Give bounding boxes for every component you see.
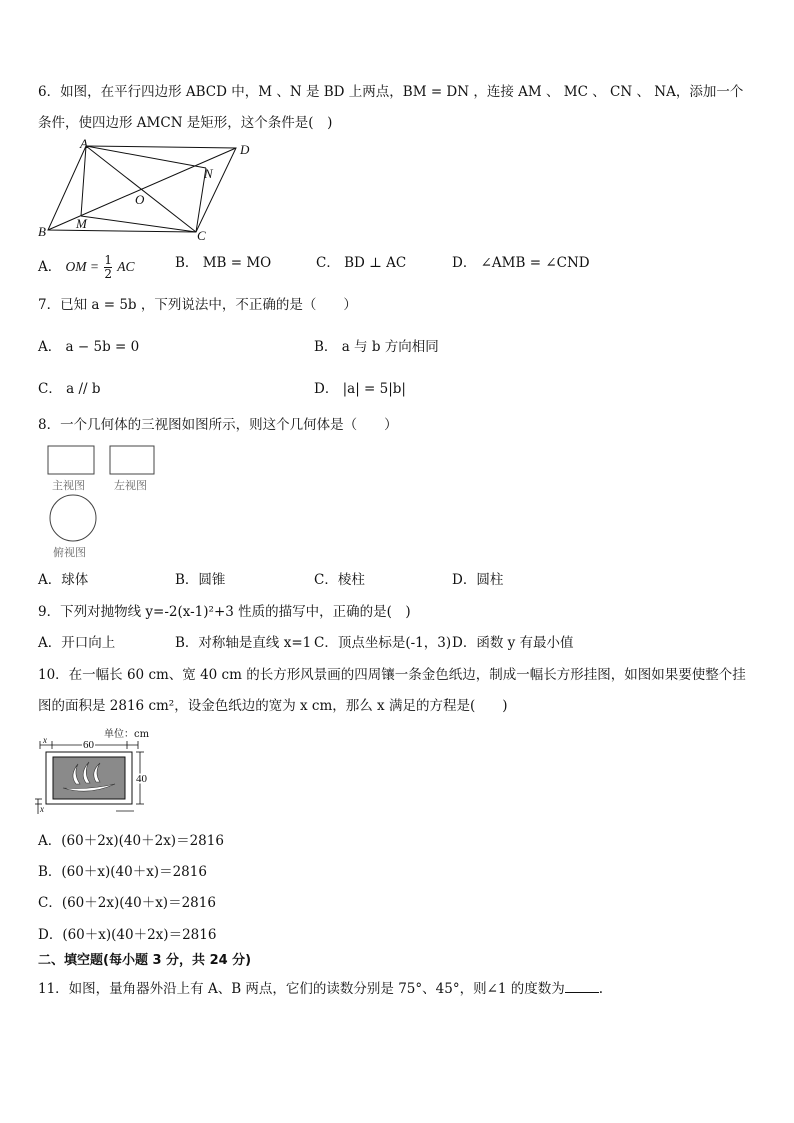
q6-stem-line2: 条件，使四边形 AMCN 是矩形，这个条件是( ) xyxy=(38,115,333,131)
q6-parallelogram-figure xyxy=(36,138,266,242)
q10-width-label: 60 xyxy=(83,739,94,751)
q7-option-a: A． a − 5b = 0 xyxy=(38,339,140,355)
q6-label-m: M xyxy=(76,216,87,231)
q8-top-view-label: 俯视图 xyxy=(53,546,86,559)
q9-stem: 9．下列对抛物线 y=-2(x-1)²+3 性质的描写中，正确的是( ) xyxy=(38,604,411,620)
q9-option-b: B．对称轴是直线 x=1 xyxy=(175,635,312,651)
q10-picture-rect xyxy=(53,757,125,799)
q6-label-o: O xyxy=(135,192,145,207)
q11-answer-blank[interactable] xyxy=(565,978,599,993)
q10-stem-line1: 10．在一幅长 60 cm、宽 40 cm 的长方形风景画的四周镶一条金色纸边，制成一幅长方形挂图，如图如果要使整个挂 xyxy=(38,667,746,683)
q6-label-n: N xyxy=(204,166,213,181)
q8-option-c: C．棱柱 xyxy=(314,572,365,588)
q6-option-a-prefix: A． xyxy=(38,259,62,275)
q8-option-a: A．球体 xyxy=(38,572,89,588)
q11-stem xyxy=(38,978,603,998)
q10-framed-picture-figure xyxy=(34,726,158,820)
q6-frac-numerator: 1 xyxy=(104,253,112,267)
q6-stem-line1: 6．如图，在平行四边形 ABCD 中，M 、N 是 BD 上两点，BM = DN ，连接 AM 、 MC 、 CN 、 NA，添加一个 xyxy=(38,84,744,100)
q6-label-a: A xyxy=(80,136,88,151)
q8-three-views-figure xyxy=(44,444,164,562)
section2-title: 二、填空题(每小题 3 分，共 24 分) xyxy=(38,953,252,968)
q8-stem: 8．一个几何体的三视图如图所示，则这个几何体是（ ） xyxy=(38,417,398,433)
q6-option-d: D． ∠AMB = ∠CND xyxy=(452,255,590,271)
q6-option-a xyxy=(38,254,135,281)
q10-option-d: D．(60＋x)(40＋2x)＝2816 xyxy=(38,927,217,943)
q9-option-d: D．函数 y 有最小值 xyxy=(452,635,574,651)
q10-height-label: 40 xyxy=(136,773,147,785)
q8-top-view-circle xyxy=(50,495,96,541)
q6-option-c: C． BD ⊥ AC xyxy=(316,255,407,271)
q6-option-a-right: AC xyxy=(117,259,135,274)
q8-option-d: D．圆柱 xyxy=(452,572,504,588)
q6-frac-denominator: 2 xyxy=(104,267,112,281)
q10-top-x-label: x xyxy=(43,735,47,745)
q8-front-view-label: 主视图 xyxy=(52,479,85,492)
q6-option-b: B． MB = MO xyxy=(175,255,272,271)
q6-label-c: C xyxy=(197,228,206,243)
q10-option-c: C．(60＋2x)(40＋x)＝2816 xyxy=(38,895,216,911)
q8-left-view-label: 左视图 xyxy=(114,479,147,492)
q11-stem-end: . xyxy=(598,981,604,997)
q10-option-b: B．(60＋x)(40＋x)＝2816 xyxy=(38,864,207,880)
q7-option-d: D． |a| = 5|b| xyxy=(314,381,406,397)
q7-stem: 7．已知 a = 5b ，下列说法中，不正确的是（ ） xyxy=(38,297,357,313)
q8-left-view-rect xyxy=(110,446,154,474)
q6-label-b: B xyxy=(38,224,46,239)
q11-stem-text: 11．如图，量角器外沿上有 A、B 两点，它们的读数分别是 75°、45°，则∠1 的度数为 xyxy=(38,981,565,997)
q10-option-a: A．(60＋2x)(40＋2x)＝2816 xyxy=(38,833,224,849)
q7-option-c: C． a // b xyxy=(38,381,101,397)
q9-option-a: A．开口向上 xyxy=(38,635,116,651)
q8-front-view-rect xyxy=(48,446,94,474)
q6-label-d: D xyxy=(240,142,250,157)
q10-unit-label: 单位：cm xyxy=(104,729,150,740)
q9-option-c: C．顶点坐标是(-1，3) xyxy=(314,635,452,651)
q6-option-a-left: OM = xyxy=(65,259,100,274)
q10-stem-line2: 图的面积是 2816 cm²，设金色纸边的宽为 x cm，那么 x 满足的方程是( ) xyxy=(38,698,508,714)
q8-option-b: B．圆锥 xyxy=(175,572,226,588)
q10-side-x-label: x xyxy=(40,804,44,814)
q7-option-b: B． a 与 b 方向相同 xyxy=(314,339,439,355)
